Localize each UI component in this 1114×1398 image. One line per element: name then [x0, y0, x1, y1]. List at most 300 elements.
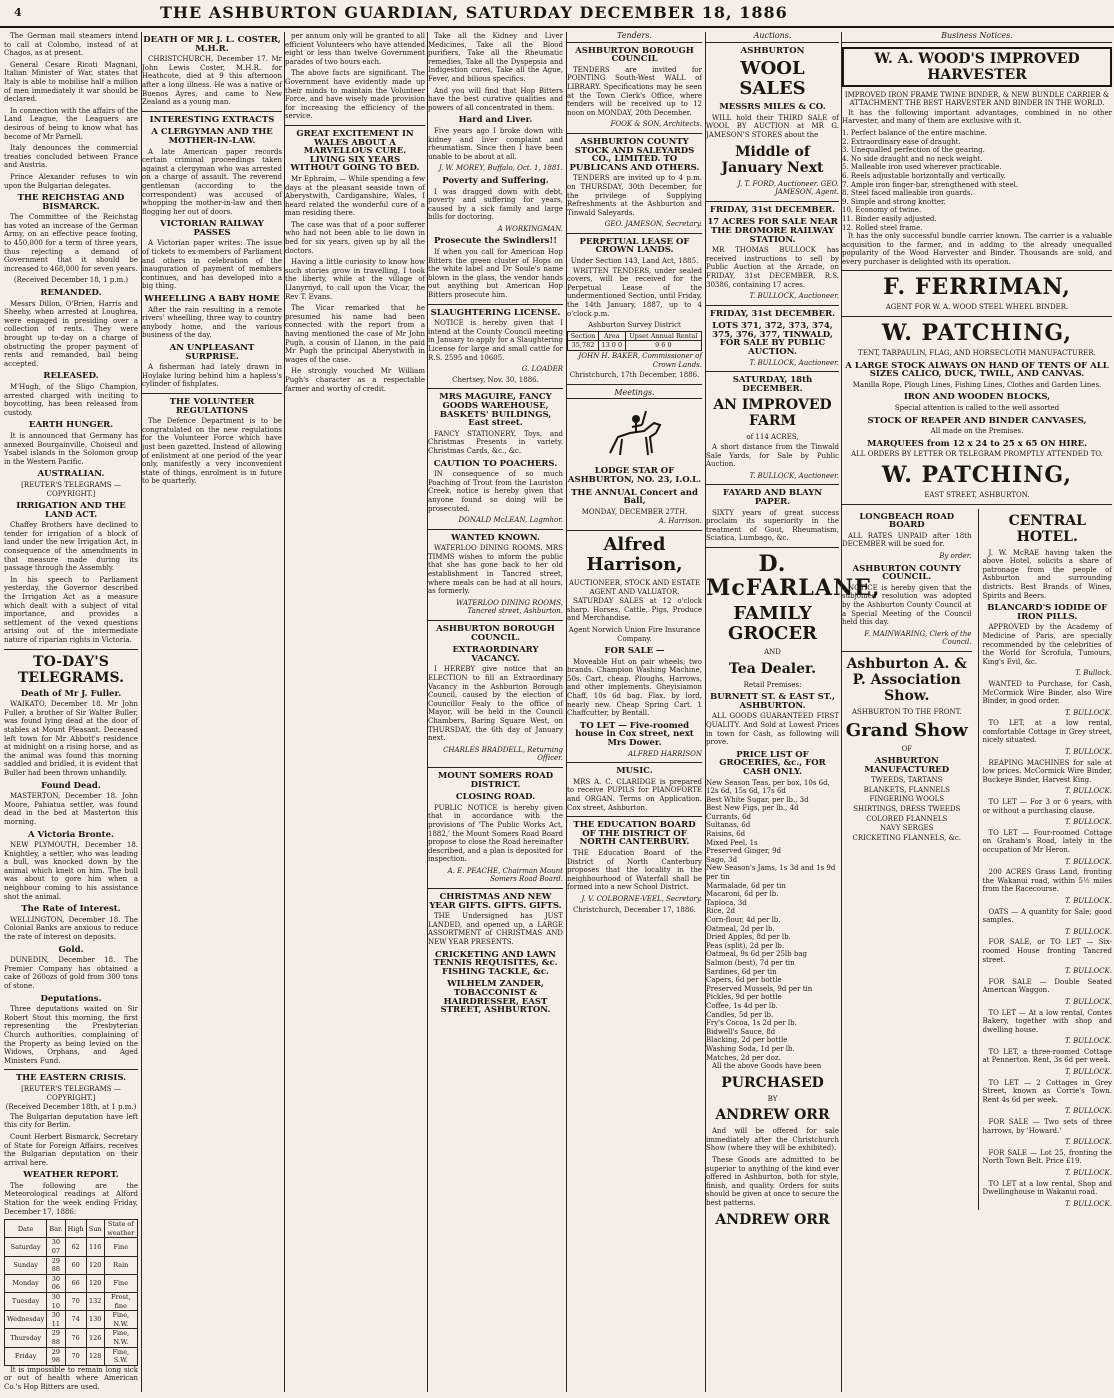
price-list-item: Preserved Mussels, 9d per tin — [706, 984, 813, 993]
notice-signature: GEO. JAMESON, Secretary. — [604, 220, 702, 229]
classified-signature: T. BULLOCK. — [1065, 708, 1112, 717]
notice-date: Christchurch, December 17, 1886. — [572, 905, 697, 914]
advert-paragraph: I was dragged down with debt, poverty and suffering for years, caused by a sick family and large bills for doctoring. — [428, 187, 563, 222]
notice-heading: CLOSING ROAD. — [455, 792, 536, 803]
classified-item: TO LET — For 3 or 6 years, with or without a purchasing clause. — [982, 798, 1112, 815]
article-paragraph: General Cesare Ricoti Magnani, Italian Minister of War, states that Italy is able to mobilise half a million of men immediately it war should be declared. — [4, 60, 138, 104]
divider — [428, 304, 563, 305]
article-paragraph: The above facts are significant. The Government have evidently made up their minds to maintain the Volunteer Force, and have wisely made provision for increasing the efficiency of the service. — [285, 69, 425, 121]
advert-subheading: OF — [901, 744, 913, 753]
advert-heading: STOCK OF REAPER AND BINDER CANVASES, — [867, 415, 1087, 426]
article-paragraph: per annum only will be granted to all efficient Volunteers who have attended eight or less than twelve Government parades of two hours each. — [285, 32, 425, 66]
goods-item: SHIRTINGS, DRESS TWEEDS — [853, 805, 961, 814]
table-row — [5, 1256, 138, 1274]
table-cell: 30 06 — [47, 1274, 65, 1292]
price-list-item: Dried Apples, 8d per lb. — [706, 933, 791, 942]
advert-heading: FRIDAY, 31st DECEMBER. — [709, 308, 836, 319]
feature-item: 1. Perfect balance of the entire machine. — [842, 128, 987, 137]
notice-signature: G. LOADER — [521, 365, 563, 374]
price-list-item: Matches, 2d per doz. — [706, 1053, 781, 1062]
advert-signature: A WORKINGMAN. — [497, 224, 563, 233]
advert-paragraph: It has the following important advantages, combined in no other Harvester, and many of them are exclusive with it. — [842, 108, 1112, 126]
classified-signature: T. BULLOCK. — [1065, 1138, 1112, 1147]
article-paragraph: In connection with the affairs of the Land League, the Leaguers are desirous of being to know what has become of Mr Parnell. — [4, 106, 138, 141]
divider — [4, 1069, 138, 1070]
table-cell: 30 07 — [47, 1238, 65, 1256]
feature-item: 6. Reels adjustable horizontally and vertically. — [842, 171, 1006, 180]
table-row — [5, 1329, 138, 1347]
advert-paragraph: These Goods are admitted to be superior to anything of the kind ever offered in Ashburton, both for style, finish, and quality. Orders for suits should be given at once to secure the best patterns. — [706, 1156, 839, 1208]
price-list-item: Capers, 6d per bottle — [706, 976, 782, 985]
advert-paragraph: A short distance from the Tinwald Sale Yards, for Sale by Public Auction. — [706, 443, 839, 469]
divider — [706, 201, 839, 202]
classified-signature: T. BULLOCK. — [1065, 927, 1112, 936]
column-5 — [566, 32, 702, 1392]
classified-signature: T. BULLOCK. — [1065, 896, 1112, 905]
price-list-item: Sardines, 6d per tin — [706, 967, 777, 976]
advert-paragraph: THE Undersigned has JUST LANDED, and opened up, a LARGE ASSORTMENT of CHRISTMAS AND NEW YEAR PRESENTS. — [428, 912, 563, 947]
table-cell: 74 — [65, 1311, 86, 1329]
table-row — [5, 1274, 138, 1292]
article-paragraph: A fisherman had lately drawn in Hoylake luring behind him a hapless's cylinder of fishplates. — [142, 363, 282, 389]
table-cell: 70 — [65, 1347, 86, 1365]
notice-heading: LONGBEACH ROAD BOARD — [859, 511, 955, 531]
notice-paragraph: PUBLIC NOTICE is hereby given that in accordance with the provisions of 'The Public Works Act, 1882,' the Mount Somers Road Board propose to close the Road hereinafter described, and a plan is deposited for inspection. — [428, 803, 563, 864]
notice-paragraph: WRITTEN TENDERS, under sealed covers, will be received for the Perpetual Lease of the undermentioned Section, until Friday, the 14th January, 1887, up to 4 o'clock p.m. — [567, 266, 702, 318]
article-heading: EARTH HUNGER. — [28, 420, 114, 431]
notice-heading: MOUNT SOMERS ROAD DISTRICT. — [437, 770, 554, 790]
article-paragraph: It is impossible to remain long sick or out of health where American Co.'s Hop Bitters are used. — [4, 1365, 138, 1391]
notice-paragraph: TENDERS are invited up to 4 p.m. on THURSDAY, 30th December, for the privilege of Supplying Refreshments at the Ashburton and Tinwald Saleyards. — [567, 174, 702, 217]
table-cell: Fine, N.W. — [104, 1311, 137, 1329]
left-subcolumn — [842, 509, 972, 1211]
advert-heading: FRIDAY, 31st DECEMBER. — [709, 204, 836, 215]
table-cell: 35,782 — [568, 341, 599, 351]
classified-item: TO LET — At a low rental, Contes Bakery, together with shop and dwelling house. — [982, 1008, 1112, 1034]
classified-item: 200 ACRES Grass Land, fronting the Wakanui road, within 5½ miles from the Racecourse. — [982, 868, 1112, 894]
advert-signature: ALFRED HARRISON — [628, 749, 702, 758]
divider — [567, 530, 702, 531]
table-cell: 29 88 — [47, 1256, 65, 1274]
column-4 — [427, 32, 563, 1392]
advert-title: WOOL SALES — [739, 58, 806, 100]
table-cell: 13 0 0 — [598, 341, 625, 351]
column-header: Tenders. — [567, 32, 702, 43]
notice-date: Chertsey, Nov. 30, 1886. — [452, 375, 539, 384]
table-cell: Frost, fine — [104, 1293, 137, 1311]
price-list-item: Best New Figs, per lb., 4d — [706, 804, 799, 813]
advert-subheading: AND — [764, 647, 781, 656]
article-paragraph: The Vicar remarked that he presumed his name had been connected with the report from a having mentioned the case of Mr John Pugh, a cousin of Llanon, in the paid Mr Pugh the principal Aberystwith in wages of the case. — [285, 304, 425, 364]
notice-heading: ASHBURTON COUNTY STOCK AND SALEYARDS CO., LIMITED. TO PUBLICANS AND OTHERS. — [569, 136, 700, 173]
advert-title: FAMILY GROCER — [727, 602, 817, 644]
horse-and-rider-illustration — [600, 403, 670, 463]
article-paragraph: Italy denounces the commercial treaties concluded between France and Austria. — [4, 144, 138, 170]
price-list-item: Oatmeal, 9s 6d per 25lb bag — [706, 950, 807, 959]
goods-list — [842, 776, 972, 842]
table-header-cell: Bar. — [47, 1220, 65, 1238]
goods-item: CRICKETING FLANNELS, &c. — [852, 833, 961, 842]
notice-date: Christchurch, 17th December, 1886. — [569, 371, 700, 380]
classified-item: WANTED to Purchase, for Cash, McCormick Wire Binder, also Wire Binder, in good order. — [982, 679, 1112, 706]
goods-item: NAVY SERGES — [880, 824, 934, 833]
notice-heading: LODGE STAR OF ASHBURTON, NO. 23, I.O.L. — [567, 466, 702, 485]
column-6 — [705, 31, 881, 1392]
advert-heading: ASHBURTON — [740, 45, 805, 56]
advert-paragraph: MR THOMAS BULLOCK has received instructions to sell by Public Auction at the Arcade, on FRIDAY, 31st DECEMBER, R.S. 30386, containing 17 acres. — [706, 246, 839, 289]
section-heading: THE EASTERN CRISIS. — [15, 1073, 127, 1084]
article-heading: Death of Mr J. Fuller. — [20, 688, 122, 699]
advert-signature: T. BULLOCK, Auctioneer. — [749, 471, 839, 480]
price-list-item: Preserved Ginger, 9d — [706, 847, 782, 856]
classified-item: FOR SALE — Two sets of three harrows, by 'Howard.' — [982, 1118, 1112, 1135]
notice-heading: PERPETUAL LEASE OF CROWN LANDS. — [579, 236, 690, 256]
advert-title: ANDREW ORR — [715, 1107, 830, 1124]
divider — [285, 125, 425, 126]
advert-title: PURCHASED — [721, 1074, 824, 1091]
classified-item: FOR SALE, or TO LET — Six-roomed House fronting Tancred street. — [982, 938, 1112, 964]
advert-subheading: All made on the Premises. — [930, 427, 1024, 436]
section-heading-telegrams: TO-DAY'S TELEGRAMS. — [17, 653, 125, 686]
article-heading: IRRIGATION AND THE LAND ACT. — [16, 501, 126, 520]
column-2 — [141, 32, 282, 1392]
goods-item: FINGERING WOOLS — [869, 795, 945, 804]
table-cell: 76 — [65, 1329, 86, 1347]
advert-paragraph: SIXTY years of great success proclaim its superiority in the treatment of Gout, Rheumatism, Sciatica, Lumbago, &c. — [706, 508, 839, 543]
divider — [4, 649, 138, 650]
divider — [142, 393, 282, 394]
price-list-item: Fry's Cocoa, 1s 2d per lb. — [706, 1019, 797, 1028]
notice-signature: A. Harrison. — [658, 517, 702, 526]
price-list-item: Mixed Peel, 1s — [706, 838, 758, 847]
table-cell: Friday — [5, 1347, 47, 1365]
advert-heading: SATURDAY, 18th DECEMBER. — [732, 375, 813, 394]
received-line: (Received December 18, 1 p.m.) — [13, 276, 129, 285]
advert-subheading: EAST STREET, ASHBURTON. — [924, 491, 1030, 499]
price-list-item: New Season's Jams, 1s 3d and 1s 9d per tin — [706, 864, 836, 882]
classified-signature: T. BULLOCK. — [1065, 787, 1112, 796]
advert-subheading: BY — [767, 1094, 778, 1103]
advert-signature: T. BULLOCK, Auctioneer. — [749, 358, 839, 367]
advert-title: Alfred Harrison, — [586, 533, 683, 575]
divider — [428, 888, 563, 889]
advert-heading: Poverty and Suffering. — [442, 175, 549, 186]
advert-title: D. McFARLANE, — [706, 550, 881, 601]
advert-paragraph: And you will find that Hop Bitters have the best curative qualities and powers of all concentrated in them. — [428, 86, 563, 112]
table-header-cell: Upset Annual Rental — [625, 331, 701, 341]
article-paragraph: MASTERTON, December 18. John Moore, Pahiatua settler, was found dead in the bed at Masterton this morning. — [4, 792, 138, 826]
advert-signature: WATERLOO DINING ROOMS, Tancred street, Ashburton. — [456, 598, 563, 616]
advert-paragraph: J. W. McRAE having taken the above Hotel, solicits a share of patronage from the people of Ashburton and surrounding districts. Best Brands of Wines, Spirits and Beers. — [982, 548, 1112, 600]
newspaper-title: THE ASHBURTON GUARDIAN, SATURDAY DECEMBER 18, 1886 — [160, 3, 788, 22]
advert-heading: FAYARD AND BLAYN PAPER. — [722, 488, 823, 507]
advert-title: W. PATCHING, — [881, 320, 1073, 347]
price-list-item: Pickles, 9d per bottle — [706, 993, 782, 1002]
page-number: 4 — [14, 6, 23, 19]
table-cell: Rain — [104, 1256, 137, 1274]
divider — [567, 762, 702, 763]
advert-paragraph: ALL GOODS GUARANTEED FIRST QUALITY. And Sold at Lowest Prices in town for Cash, as following will prove. — [706, 712, 839, 747]
divider — [706, 305, 839, 306]
table-header-cell: Date — [5, 1220, 47, 1238]
right-subcolumn — [978, 509, 1113, 1211]
telegram-credit: [REUTER'S TELEGRAMS — COPYRIGHT.] — [21, 1084, 121, 1102]
advert-title: CENTRAL HOTEL. — [1008, 512, 1086, 545]
advert-title: Middle of January Next — [721, 143, 824, 176]
table-cell: 132 — [86, 1293, 104, 1311]
classified-item: TO LET — Four-roomed Cottage on Graham's Road, lately in the occupation of Mr Heron. — [982, 828, 1112, 854]
table-cell: 128 — [86, 1347, 104, 1365]
column-header: Meetings. — [567, 389, 702, 400]
divider — [428, 767, 563, 768]
notice-paragraph: MRS A. C. CLARIDGE is prepared to receive PUPILS for PIANOFORTE and ORGAN. Terms on Application. Cox street, Ashburton. — [567, 777, 702, 812]
notice-signature: DONALD McLEAN, Lagmhor. — [458, 516, 563, 525]
classified-item: REAPING MACHINES for sale at low prices. McCormick Wire Binder, Buckeye Binder, Harvest King. — [982, 758, 1112, 784]
advert-paragraph: WATERLOO DINING ROOMS. MRS TIMMS wishes to inform the public that she has gone back to her old establishment in Tancred street, where meals can be had at all hours, as formerly. — [428, 544, 563, 596]
article-heading: DEATH OF MR J. L. COSTER, M.H.R. — [143, 35, 281, 54]
advert-subheading: ALL ORDERS BY LETTER OR TELEGRAM PROMPTLY ATTENDED TO. — [851, 450, 1103, 459]
notice-signature: FOOK & SON, Architects. — [610, 120, 702, 129]
article-paragraph: NEW PLYMOUTH, December 18. Knightley, a settler, who was leading a bull, was knocked down by the animal which knelt on him. The bull was about to gore him when a neighbour coming to his assistance shot the animal. — [4, 841, 138, 901]
advert-heading: MESSRS MILES & CO. — [719, 102, 826, 113]
notice-subheading: MONDAY, DECEMBER 27TH. — [581, 507, 688, 516]
price-list-item: New Season Teas, per box, 10s 6d, 12s 6d, 15s 6d, 17s 6d — [706, 778, 830, 796]
notice-heading: EXTRAORDINARY VACANCY. — [452, 645, 539, 664]
divider — [428, 529, 563, 530]
classified-signature: T. BULLOCK. — [1065, 1068, 1112, 1077]
article-heading: GREAT EXCITEMENT IN WALES ABOUT A MARVELLOUS CURE. LIVING SIX YEARS WITHOUT GOING TO BED. — [290, 128, 420, 174]
section-heading: THE VOLUNTEER REGULATIONS — [169, 396, 255, 416]
column-3 — [284, 32, 425, 1392]
advert-title: ANDREW ORR — [715, 1211, 830, 1228]
divider — [567, 233, 702, 234]
article-heading: Found Dead. — [41, 780, 101, 791]
notice-signature: J. V. COLBORNE-VEEL, Secretary. — [581, 894, 702, 903]
price-list-item: Oatmeal, 2d per lb. — [706, 924, 775, 933]
advert-signature: J. T. FORD, Auctioneer. GEO. JAMESON, Agent. — [737, 179, 839, 197]
feature-item: 4. No side draught and no neck weight. — [842, 154, 983, 163]
table-cell: 29 88 — [47, 1329, 65, 1347]
price-list-item: Rice, 2d — [706, 907, 735, 916]
classified-signature: T. BULLOCK. — [1065, 997, 1112, 1006]
column-header: Business Notices. — [842, 32, 1112, 43]
article-paragraph: Chaffey Brothers have declined to tender for irrigation of a block of land under the new Irrigation Act, in consequence of the amendments in that measure made during its passage through the Assembly. — [4, 521, 138, 573]
table-header-cell: Area — [598, 331, 625, 341]
advert-paragraph: All the above Goods have been — [712, 1062, 822, 1071]
classified-item: OATS — A quantity for Sale; good samples. — [982, 907, 1112, 925]
price-list-item: Peas (split), 2d per lb. — [706, 941, 785, 950]
advert-paragraph: If when you call for American Hop Bitters the green cluster of Hops on the white label and Dr Soule's name blown in the glass, the vendor hands out anything but American Hop Bitters prosecute him. — [428, 248, 563, 300]
article-paragraph: CHRISTCHURCH, December 17. Mr John Lewis Coster, M.H.R. for Heathcote, died at 9 this afternoon after a long illness. He was a native of Buenos Ayres, and came to New Zealand as a young man. — [142, 55, 282, 107]
table-header-cell: High — [65, 1220, 86, 1238]
feature-item: 5. Malleable iron used wherever practicable. — [842, 163, 1002, 172]
classified-item: TO LET at a low rental, Shop and Dwellinghouse in Wakanui road. — [982, 1179, 1112, 1197]
divider — [567, 133, 702, 134]
price-list-item: Washing Soda, 1d per lb. — [706, 1044, 795, 1053]
advert-heading: MARQUEES from 12 x 24 to 25 x 65 ON HIRE. — [866, 438, 1088, 449]
table-cell: 30 11 — [47, 1311, 65, 1329]
table-cell: Wednesday — [5, 1311, 47, 1329]
table-row — [5, 1311, 138, 1329]
article-paragraph: The case was that of a poor sufferer who had not been able to lie down in bed for six years, given up by all the doctors. — [285, 220, 425, 255]
price-list — [706, 779, 839, 1063]
price-list-item: Candles, 5d per lb. — [706, 1010, 774, 1019]
classified-item: TO LET — 2 Cottages in Grey Street, known as Corrie's Town. Rent 4s 6d per week. — [982, 1078, 1112, 1104]
article-paragraph: He strongly vouched Mr William Pugh's character as a respectable farmer and worthy of credit. — [285, 367, 425, 393]
advert-title: F. FERRIMAN, — [883, 274, 1071, 301]
feature-item: 8. Steel faced malleable iron guards. — [842, 189, 973, 198]
feature-item: 7. Ample iron finger-bar, strengthened with steel. — [842, 180, 1019, 189]
notice-heading: MUSIC. — [616, 766, 653, 777]
notice-heading: CAUTION TO POACHERS. — [433, 458, 558, 469]
table-cell: 120 — [86, 1256, 104, 1274]
table-cell: Fine — [104, 1238, 137, 1256]
feature-item: 3. Unequalled perfection of the gearing. — [842, 146, 985, 155]
notice-heading: ASHBURTON BOROUGH COUNCIL. — [436, 624, 555, 643]
advert-paragraph: Take all the Kidney and Liver Medicines, Take all the Blood purifiers, Take all the Rheumatic remedies, Take all the Dyspepsia and Indigestion cures, Take all the Ague, Fever, and bilious specifics. — [428, 32, 563, 83]
classified-signature: T. BULLOCK. — [1065, 857, 1112, 866]
advert-title: W. A. WOOD'S IMPROVED HARVESTER — [842, 47, 1112, 87]
article-paragraph: Messrs Dillon, O'Brien, Harris and Sheehy, when arrested at Loughrea, were engaged in presiding over a collection of rents. They were brought up to-day on a charge of obstructing the proper payment of rents and remanded, bail being accepted. — [4, 299, 138, 368]
article-paragraph: After the rain resulting in a remote rivers' wheelling, three way to country anybody home, and the various business of the day. — [142, 305, 282, 340]
advert-signature: T. Bullock. — [1075, 669, 1112, 678]
table-cell: Fine, S.W. — [104, 1347, 137, 1365]
price-list-item: Salmon (best), 7d per tin — [706, 958, 795, 967]
divider — [706, 484, 839, 485]
divider — [706, 371, 839, 372]
notice-paragraph: TENDERS are invited for POINTING South-West WALL of LIBRARY. Specifications may be seen at the Town Clerk's Office, where tenders will be received up to 12 noon on MONDAY, 20th December. — [567, 65, 702, 117]
article-paragraph: WAIKATO, December 18. Mr John Fuller, a brother of Sir Walter Buller, was found lying dead at the door of stables at Mount Pleasant. Deceased left town for Mr Abbott's residence at midnight on a rising horse, and as the animal was found this morning saddled and bridled, it is evident that Buller had been thrown unhandily. — [4, 700, 138, 777]
price-list-item: Bidwell's Sauce, 8d — [706, 1027, 776, 1036]
divider — [142, 111, 282, 112]
feature-item: 12. Rolled steel frame. — [842, 223, 923, 232]
advert-heading: LOTS 371, 372, 373, 374, 375, 376, 377, TINWALD, FOR SALE BY PUBLIC AUCTION. — [712, 321, 833, 358]
article-paragraph: It is announced that Germany has annexed Bourgainville, Choiseul and Ysabel islands in the Solomon group in the Western Pacific. — [4, 431, 138, 466]
price-list-item: Macaroni, 6d per lb. — [706, 890, 779, 899]
column-7 — [841, 32, 1112, 1392]
table-caption: Ashburton Survey District — [588, 321, 681, 330]
price-list-item: Currants, 6d — [706, 812, 752, 821]
price-list-item: Sultanas, 6d — [706, 821, 751, 830]
classified-signature: T. BULLOCK. — [1065, 1107, 1112, 1116]
section-heading: AUSTRALIAN. — [37, 469, 105, 480]
notice-paragraph: NOTICE is hereby given that I intend at the County Council meeting in January to apply for a Slaughtering License for large and small cattle for R.S. 2595 and 10605. — [428, 319, 563, 362]
notice-paragraph: ALL RATES UNPAID after 18th DECEMBER will be sued for. — [842, 531, 972, 549]
notice-paragraph: THE Education Board of the District of North Canterbury proposes that the locality in the neighbourhood of Waterfall shall be formed into a new School District. — [567, 848, 702, 892]
advert-paragraph: Five years ago I broke down with kidney and liver complaint and rheumatism. Since then I have been unable to be about at all. — [428, 126, 563, 161]
table-cell: Tuesday — [5, 1293, 47, 1311]
classified-item: FOR SALE — Lot 25, fronting the North Town Belt. Price £19. — [982, 1148, 1112, 1166]
advert-subheading: Manilla Rope, Plough Lines, Fishing Lines, Clothes and Garden Lines. — [852, 380, 1102, 389]
advert-heading: MRS MAGUIRE, FANCY GOODS WAREHOUSE, BASKETS' BUILDINGS, East street. — [439, 392, 552, 429]
table-cell: 9 6 0 — [625, 341, 701, 351]
advert-heading: FOR SALE — — [604, 646, 665, 657]
advert-signature: J. W. MOREY, Buffalo, Oct. 1, 1881. — [438, 164, 563, 173]
table-cell: 62 — [65, 1238, 86, 1256]
article-paragraph: WELLINGTON, December 18. The Colonial Banks are anxious to reduce the rate of interest on deposits. — [4, 915, 138, 942]
notice-signature: F. MAINWARING, Clerk of the Council. — [864, 629, 972, 647]
table-cell: 30 10 — [47, 1293, 65, 1311]
advert-paragraph: WILL hold their THIRD SALE of WOOL BY AUCTION at MR G. JAMESON'S STORES about the — [706, 113, 839, 139]
article-paragraph: The German mail steamers intend to call at Colombo, instead of at Chagos, as at present. — [4, 32, 138, 58]
article-paragraph: The Bulgarian deputation have left this city for Berlin. — [4, 1112, 138, 1130]
article-paragraph: DUNEDIN, December 18. The Premier Company has obtained a cake of 260ozs of gold from 300 tons of stone. — [4, 956, 138, 990]
notice-signature: JOHN H. BAKER, Commissioner of Crown Lands. — [578, 352, 702, 369]
article-paragraph: Prince Alexander refuses to win upon the Bulgarian delegates. — [4, 172, 138, 190]
advert-title: AN IMPROVED FARM — [713, 397, 832, 430]
table-cell: 70 — [65, 1293, 86, 1311]
advert-heading: TO LET — Five-roomed house in Cox street, next Mrs Dower. — [575, 720, 694, 749]
classified-item: TO LET, a three-roomed Cottage at Pennerton. Rent, 3s 6d per week. — [982, 1047, 1112, 1065]
received-line: (Received December 18th, at 1 p.m.) — [5, 1103, 137, 1112]
advert-subheading: IMPROVED IRON FRAME TWINE BINDER, & NEW BUNDLE CARRIER & ATTACHMENT THE BEST HARVESTER AND BINDER IN THE WORLD. — [844, 90, 1110, 108]
advert-heading: 17 ACRES FOR SALE NEAR THE DROMORE RAILWAY STATION. — [707, 217, 838, 245]
feature-item: 2. Extraordinary ease of draught. — [842, 137, 961, 146]
article-heading: A Victoria Bronte. — [28, 829, 114, 840]
classified-signature: T. BULLOCK. — [1065, 748, 1112, 757]
advert-paragraph: And will be offered for sale immediately after the Christchurch Show (where they will be exhibited). — [706, 1127, 839, 1153]
article-heading: AN UNPLEASANT SURPRISE. — [169, 343, 255, 362]
article-heading: WEATHER REPORT. — [23, 1170, 119, 1181]
divider — [842, 651, 972, 652]
masthead — [0, 0, 1114, 28]
goods-item: COLORED FLANNELS — [866, 814, 948, 823]
table-cell: Sunday — [5, 1256, 47, 1274]
notice-heading: ASHBURTON COUNTY COUNCIL. — [852, 563, 961, 583]
table-cell: 130 — [86, 1311, 104, 1329]
table-header-cell: Sun — [86, 1220, 104, 1238]
advert-subheading: AUCTIONEER, STOCK AND ESTATE AGENT AND VALUATOR. — [568, 578, 701, 596]
advert-title: Grand Show — [845, 719, 968, 741]
table-row — [5, 1347, 138, 1365]
divider — [842, 316, 1112, 317]
notice-signature: A. E. PEACHE, Chairman Mount Somers Road Board. — [447, 866, 563, 884]
advert-subheading: ASHBURTON TO THE FRONT. — [851, 707, 962, 716]
classified-item: FOR SALE — Double Seated American Waggon. — [982, 977, 1112, 995]
divider — [567, 816, 702, 817]
classified-item: TO LET, at a low rental, comfortable Cottage in Grey street, nicely situated. — [982, 719, 1112, 745]
advert-paragraph: SATURDAY SALES at 12 o'clock sharp. Horses, Cattle, Pigs, Produce and Merchandise. — [567, 597, 702, 623]
classified-signature: T. BULLOCK. — [1065, 1169, 1112, 1177]
article-heading: WHEELLING A BABY HOME — [144, 294, 280, 305]
table-cell: 116 — [86, 1238, 104, 1256]
classified-signature: T. BULLOCK. — [1065, 1199, 1112, 1208]
classified-signature: T. BULLOCK. — [1065, 967, 1112, 976]
price-list-item: Corn-flour, 4d per lb. — [706, 916, 781, 924]
advert-heading: WANTED KNOWN. — [451, 532, 540, 543]
divider — [567, 384, 702, 385]
table-row — [5, 1293, 138, 1311]
article-paragraph: A Victorian paper writes: The issue of tickets to ex-members of Parliament and others in celebration of the inauguration of payment of members continues, and has developed into a big thing. — [142, 239, 282, 291]
advert-heading: Hard and Liver. — [458, 115, 533, 126]
advert-title: Ashburton A. & P. Association Show. — [846, 655, 967, 704]
divider — [428, 388, 563, 389]
table-header-cell: State of weather — [104, 1220, 137, 1238]
article-paragraph: Count Herbert Bismarck, Secretary of State for Foreign Affairs, receives the Bulgarian deputation on their arrival here. — [4, 1132, 138, 1167]
notice-heading: ASHBURTON BOROUGH COUNCIL — [575, 45, 694, 65]
table-cell: Fine — [104, 1274, 137, 1292]
advert-subheading: Agent Norwich Union Fire Insurance Company. — [568, 625, 701, 643]
notice-paragraph: I HEREBY give notice that an ELECTION to fill an Extraordinary Vacancy in the Ashburton Borough Council, caused by the election of Councillor Fealy to the office of Mayor, will be held in the Council Chambers, Baring Square West, on THURSDAY, the 6th day of January next. — [428, 665, 563, 743]
advert-title: Tea Dealer. — [729, 660, 816, 677]
notice-paragraph: NOTICE is hereby given that the subjoined resolution was adopted by the Ashburton County Council at a Special Meeting of the Council held this day. — [842, 583, 972, 627]
notice-heading: SLAUGHTERING LICENSE. — [430, 307, 561, 318]
classified-list — [983, 680, 1113, 1208]
notice-heading: THE ANNUAL Concert and Ball, — [571, 487, 698, 507]
notice-subheading: Under Section 143, Land Act, 1885. — [570, 257, 699, 266]
divider — [842, 270, 1112, 271]
feature-item: 9. Simple and strong knotter. — [842, 197, 946, 206]
